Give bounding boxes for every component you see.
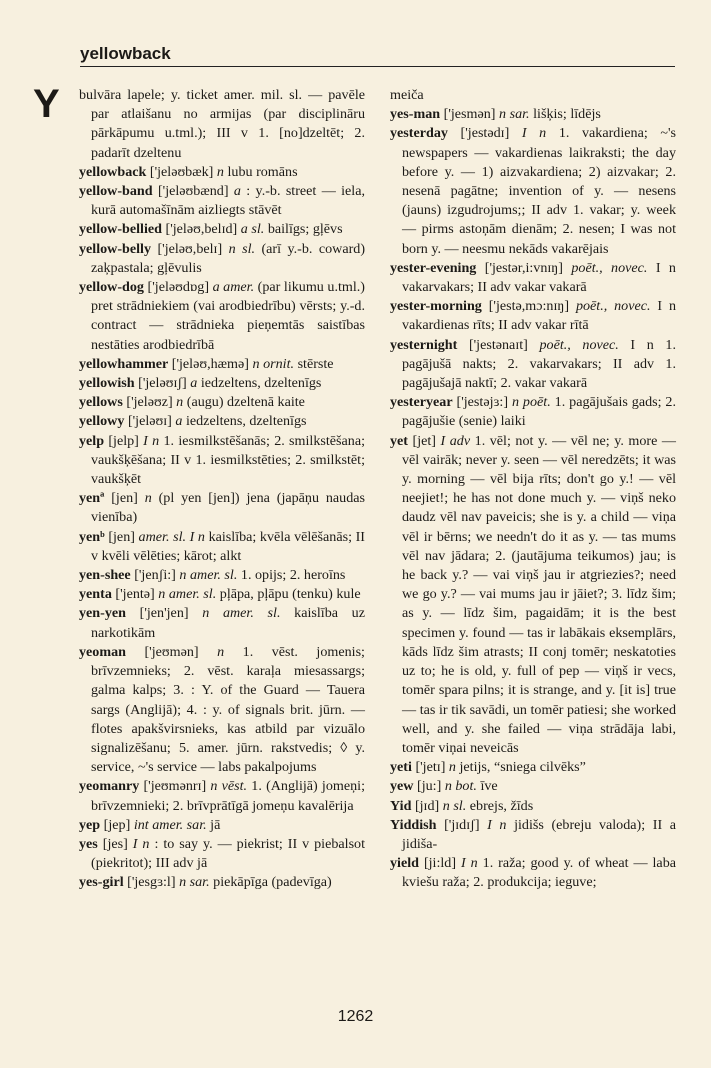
dictionary-entry [390, 854, 676, 892]
entry-pronunciation: ['jestə,mɔ:nɪŋ] [488, 298, 570, 315]
entry-pronunciation: ['jɪdɪʃ] [444, 816, 480, 833]
entry-pronunciation: [jep] [103, 816, 131, 833]
entry-definition: piekāpīga (padevīga) [213, 874, 332, 891]
entry-headword: yield [390, 855, 419, 872]
entry-headword: yeomanry [79, 778, 140, 795]
dictionary-entry [79, 816, 365, 835]
dictionary-entry [390, 432, 676, 758]
entry-pronunciation: [jet] [412, 432, 437, 449]
left-column [79, 86, 365, 893]
entry-headword: Yiddish [390, 816, 437, 833]
dictionary-entry [390, 105, 676, 124]
entry-pronunciation: ['jeləʊɪʃ] [138, 375, 187, 392]
entry-definition: pļāpa, pļāpu (tenku) kule [219, 586, 361, 603]
dictionary-entry [79, 604, 365, 642]
dictionary-entry [79, 835, 365, 873]
entry-pronunciation: ['jeləʊ,hæmə] [171, 355, 249, 372]
entry-pronunciation: [jelp] [108, 432, 139, 449]
entry-definition: bulvāra lapele; y. ticket amer. mil. sl. — pavēle par atlaišanu no armijas (par disciplināru pārkāpumu u.tml.); III v 1. [no]dzeltēt; 2. padarīt dzeltenu [79, 87, 365, 161]
entry-definition: : y.-b. street — iela, kurā automašīnām aizliegts stāvēt [91, 183, 365, 219]
entry-definition: 1. opijs; 2. heroīns [240, 567, 346, 584]
entry-definition: lubu romāns [227, 163, 298, 180]
entry-grammar-label: poēt., novec. [539, 336, 619, 353]
entry-grammar-label: a sl. [240, 221, 265, 238]
entry-definition: 1. (Anglijā) jomeņi; brīvzemnieki; 2. brīvprātīgā jomeņu kavalērija [91, 778, 365, 814]
dictionary-entry [79, 566, 365, 585]
entry-pronunciation: ['jestər,i:vnɪŋ] [484, 259, 563, 276]
entry-grammar-label: a [233, 183, 241, 200]
entry-headword: yesternight [390, 336, 458, 353]
entry-definition: jā [210, 816, 221, 833]
entry-definition: bailīgs; gļēvs [267, 221, 343, 238]
entry-headword: yes-man [390, 106, 441, 123]
entry-grammar-label: a [190, 375, 198, 392]
header-rule [80, 66, 675, 67]
entry-grammar-label: n [176, 394, 184, 411]
entry-grammar-label: a [175, 413, 183, 430]
entry-grammar-label: I n [143, 432, 160, 449]
entry-pronunciation: ['jeləʊ,belɪd] [165, 221, 238, 238]
entry-grammar-label: n amer. sl. [202, 605, 281, 622]
entry-definition: īve [480, 778, 498, 795]
entry-pronunciation: ['jen'jen] [139, 605, 189, 622]
entry-grammar-label: n [448, 759, 456, 776]
entry-grammar-label: int amer. sar. [133, 816, 207, 833]
entry-grammar-label: n sl. [442, 797, 467, 814]
entry-grammar-label: n poēt. [511, 394, 551, 411]
entry-headword: yep [79, 816, 101, 833]
entry-headword: Yid [390, 797, 412, 814]
dictionary-entry [79, 393, 365, 412]
dictionary-entry [390, 777, 676, 796]
entry-pronunciation: [jen] [108, 528, 135, 545]
dictionary-entry [79, 374, 365, 393]
entry-grammar-label: amer. sl. I n [138, 528, 205, 545]
dictionary-entry [390, 797, 676, 816]
entry-grammar-label: n amer. sl. [158, 586, 217, 603]
entry-definition: I n vakardienas rīts; II adv vakar rītā [402, 298, 676, 334]
entry-pronunciation: ['jesgɜ:l] [127, 874, 176, 891]
entry-definition: ebrejs, žīds [469, 797, 534, 814]
dictionary-entry [79, 355, 365, 374]
dictionary-entry [79, 412, 365, 431]
entry-pronunciation: [jes] [102, 835, 128, 852]
entry-grammar-label: n [144, 490, 152, 507]
page-number: 1262 [337, 1008, 374, 1025]
entry-pronunciation: ['jentə] [115, 586, 155, 603]
entry-pronunciation: ['jeʊmənrɪ] [143, 778, 207, 795]
entry-headword: yesteryear [390, 394, 453, 411]
entry-pronunciation: ['jeləʊdɒg] [147, 279, 210, 296]
entry-headword: yellow-band [79, 183, 153, 200]
entry-definition: I n vakarvakars; II adv vakar vakarā [402, 259, 676, 296]
entry-headword: yen-shee [79, 567, 131, 584]
entry-definition: 1. vēst. jomenis; brīvzemnieks; 2. vēst. karaļa miesassargs; galma kalps; 3. : Y. of the Guard — Tauera sargs (Anglijā); 4. : y. of signals brit. jūrn. — flotes apakšvirsnieks, kas atbild par vizuālo signalizēšanu; 5. amer. jūrn. rakstvedis; ◊ y. service, ~'s service — labs pakalpojums [91, 643, 365, 776]
entry-grammar-label: n bot. [444, 778, 477, 795]
entry-definition: 1. vakardiena; ~'s newspapers — vakardienas laikraksti; the day before y. — 1) aizvakardiena; 2) aizvakar; 2. nesenā pagātne; invention of y. — nesens (jauns) izgudrojums;; II adv 1. vakar; y. week — pirms astoņām dienām; 2. nesen; I was not born y. — neesmu nekāds vakarējais [402, 125, 676, 257]
entry-grammar-label: poēt., novec. [575, 298, 651, 315]
entry-definition: 1. iesmilkstēšanās; 2. smilkstēšana; vaukšķēšana; II v 1. iesmilkstēties; 2. smilkstēt; vaukšķēt [91, 432, 365, 488]
entry-grammar-label: n ornit. [252, 355, 295, 372]
entry-headword: yester-morning [390, 298, 482, 315]
entry-definition: meiča [390, 87, 424, 103]
entry-definition: stērste [297, 355, 334, 372]
entry-headword: yes [79, 835, 98, 852]
entry-definition: 1. vēl; not y. — vēl ne; y. more — vēl vairāk; never y. seen — vēl neredzēts; it was y. morning — vēl bija rīts; don't go y.! — vēl neejiet!; he has not done much y. — viņš neko daudz vēl nav paveicis; she is y. a child — viņa vēl ir bērns; we needn't do it as y. — tas mums vēl nav jādara; 2. (jautājuma teikumos) jau; is he back y.? — vai viņš jau ir atgriezies?; need we go y.? — vai mums jau ir jāiet?; 3. līdz šim; as y. — līdz šim, pagaidām; it is the best specimen y. found — tas ir labākais eksemplārs, kāds līdz šim atrasts; II conj tomēr; neskatoties uz to; he is old, y. full of pep — viņš ir vecs, tomēr spara pilns; it is strange, and y. [it is] true — tas ir tik savādi, un tomēr patiesi; she worked well, and y. she failed — viņa strādāja labi, tomēr viņai neveicās [402, 432, 676, 756]
entry-grammar-label: a amer. [212, 279, 255, 296]
entry-grammar-label: n amer. sl. [179, 567, 238, 584]
entry-pronunciation: ['jetɪ] [415, 759, 446, 776]
entry-headword: yellowish [79, 375, 135, 392]
entry-headword: yenᵇ [79, 528, 105, 545]
entry-definition: kaislība; kvēla vēlēšanās; II v kvēli vēlēties; kārot; alkt [91, 528, 365, 564]
dictionary-entry [390, 259, 676, 297]
entry-headword: yester-evening [390, 259, 477, 276]
entry-grammar-label: n sar. [499, 106, 530, 123]
dictionary-entry [390, 393, 676, 431]
entry-headword: yesterday [390, 125, 448, 142]
entry-definition: jidišs (ebreju valoda); II a jidiša- [402, 816, 676, 852]
dictionary-entry [390, 816, 676, 854]
entry-headword: yeti [390, 759, 412, 776]
entry-pronunciation: ['jeləʊz] [126, 394, 173, 411]
entry-headword: yellows [79, 394, 123, 411]
dictionary-entry [79, 489, 365, 527]
entry-pronunciation: [ju:] [417, 778, 442, 795]
entry-pronunciation: ['jeʊmən] [144, 643, 199, 660]
entry-definition: iedzeltens, dzeltenīgs [200, 375, 322, 392]
entry-grammar-label: n sl. [228, 240, 256, 257]
entry-grammar-label: n [216, 163, 224, 180]
entry-definition: kaislība uz narkotikām [91, 605, 365, 641]
entry-definition: I n 1. pagājušā nakts; 2. vakarvakars; II adv 1. pagājušajā naktī; 2. vakar vakarā [402, 336, 676, 392]
dictionary-entry [390, 336, 676, 394]
entry-pronunciation: [jɪd] [414, 797, 440, 814]
dictionary-entry [79, 777, 365, 815]
dictionary-entry [79, 182, 365, 220]
entry-headword: yellowback [79, 163, 147, 180]
entry-pronunciation: ['jeləʊɪ] [127, 413, 172, 430]
entry-definition: : to say y. — piekrist; II v piebalsot (piekritot); III adv jā [91, 835, 366, 872]
entry-pronunciation: [ji:ld] [423, 855, 457, 872]
dictionary-entry [390, 758, 676, 777]
dictionary-entry [390, 124, 676, 258]
entry-headword: yenta [79, 586, 112, 603]
entry-definition: (arī y.-b. coward) zaķpastala; gļēvulis [91, 240, 366, 276]
entry-headword: yeoman [79, 643, 126, 660]
guide-word: yellowback [80, 44, 171, 63]
dictionary-entry [79, 432, 365, 490]
entry-grammar-label: n [217, 643, 225, 660]
entry-headword: yes-girl [79, 874, 124, 891]
entry-pronunciation: [jen] [111, 490, 138, 507]
entry-pronunciation: ['jenʃi:] [134, 567, 176, 584]
entry-grammar-label: I n [461, 855, 478, 872]
entry-pronunciation: ['jestəjɜ:] [456, 394, 509, 411]
entry-grammar-label: I n [487, 816, 507, 833]
entry-definition: jetijs, “sniega cilvēks” [459, 759, 586, 776]
entry-grammar-label: I n [132, 835, 150, 852]
entry-pronunciation: ['jeləʊbæk] [149, 163, 214, 180]
entry-pronunciation: ['jesmən] [443, 106, 496, 123]
entry-definition: (pl yen [jen]) jena (japāņu naudas vienība) [91, 490, 366, 526]
section-letter: Y [33, 82, 60, 126]
dictionary-entry [79, 163, 365, 182]
entry-pronunciation: ['jestədɪ] [460, 125, 510, 142]
entry-definition: (par likumu u.tml.) pret strādniekiem (vai arodbiedrību) vērsts; y.-d. contract — strādnieka pieņemtās saistības nestāties arodbiedrībā [91, 279, 365, 353]
dictionary-entry [79, 278, 365, 355]
dictionary-entry [79, 585, 365, 604]
right-column [390, 86, 676, 893]
entry-headword: yellowy [79, 413, 125, 430]
dictionary-entry [79, 86, 365, 163]
entry-grammar-label: poēt., novec. [571, 259, 648, 276]
entry-definition: 1. pagājušais gads; 2. pagājušie (senie) laiki [402, 394, 677, 430]
entry-definition: (augu) dzeltenā kaite [186, 394, 305, 411]
entry-headword: yet [390, 432, 408, 449]
entry-headword: yen-yen [79, 605, 126, 622]
entry-headword: yenª [79, 490, 105, 507]
dictionary-entry [79, 528, 365, 566]
entry-definition: 1. raža; good y. of wheat — laba kviešu raža; 2. produkcija; ieguve; [402, 855, 676, 891]
dictionary-entry [79, 643, 365, 777]
entry-pronunciation: ['jeləʊ,belɪ] [157, 240, 223, 257]
dictionary-entry [79, 240, 365, 278]
dictionary-entry [79, 220, 365, 239]
entry-grammar-label: I n [521, 125, 547, 142]
dictionary-entry [79, 873, 365, 892]
entry-grammar-label: n sar. [179, 874, 210, 891]
entry-definition: iedzeltens, dzeltenīgs [185, 413, 307, 430]
dictionary-entry [390, 86, 676, 105]
entry-headword: yellow-bellied [79, 221, 162, 238]
entry-headword: yellow-belly [79, 240, 152, 257]
entry-grammar-label: I adv [440, 432, 471, 449]
entry-headword: yelp [79, 432, 105, 449]
entry-headword: yellow-dog [79, 279, 144, 296]
entry-pronunciation: ['jeləʊbænd] [157, 183, 229, 200]
entry-headword: yellowhammer [79, 355, 169, 372]
entry-pronunciation: ['jestənaɪt] [468, 336, 528, 353]
entry-grammar-label: n vēst. [210, 778, 248, 795]
dictionary-entry [390, 297, 676, 335]
entry-headword: yew [390, 778, 414, 795]
entry-definition: lišķis; līdējs [533, 106, 601, 123]
